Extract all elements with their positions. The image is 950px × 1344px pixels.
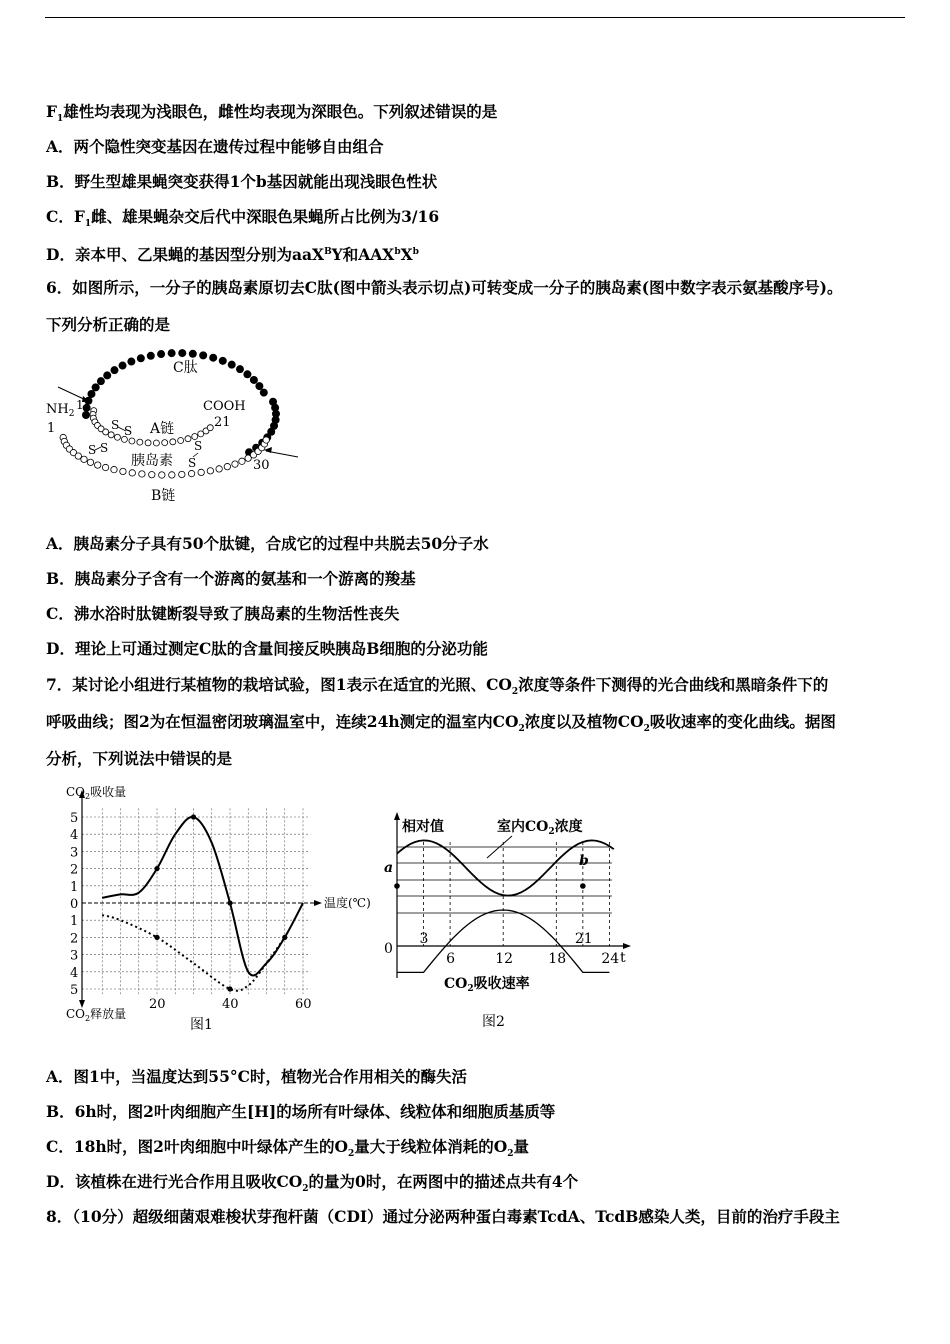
fig2-zero: 0 <box>384 941 393 957</box>
num-30: 30 <box>253 458 270 473</box>
option-7d: D．该植株在进行光合作用且吸收$CO_2$的量为0时，在两图中的描述点共有4个 <box>46 1172 579 1195</box>
fig1-point <box>154 866 159 871</box>
fig1-y-tick: 3 <box>70 948 79 964</box>
b-chain-bead <box>129 470 135 476</box>
fig1-point <box>227 900 232 905</box>
question-7: 7．某讨论小组进行某植物的栽培试验，图1表示在适宜的光照、$CO_2$浓度等条件下测得的光合曲线和黑暗条件下的 <box>46 675 829 698</box>
s-3: S <box>88 443 97 457</box>
a-chain-bead <box>108 432 114 438</box>
c-peptide-label: C肽 <box>173 360 198 376</box>
fig1-ylabel-top: $CO_2$吸收量 <box>66 785 127 801</box>
a-chain-bead <box>137 439 143 445</box>
fig2-ylabel: 相对值 <box>402 819 444 835</box>
option-6b: B．胰岛素分子含有一个游离的氨基和一个游离的羧基 <box>46 569 416 588</box>
a-chain-bead <box>103 429 109 435</box>
c-peptide-bead <box>103 371 111 379</box>
fig1-y-tick: 5 <box>70 983 79 998</box>
c-peptide-bead <box>236 365 244 373</box>
fig1-y-tick: 2 <box>70 862 79 878</box>
fig1-caption: 图1 <box>190 1017 213 1033</box>
fig1-point <box>191 814 196 819</box>
b-chain-bead <box>81 456 87 462</box>
b-chain-bead <box>198 469 204 475</box>
insulin-diagram <box>40 343 310 513</box>
b-chain-bead <box>149 471 155 477</box>
c-peptide-bead <box>110 366 118 374</box>
fig2-caption: 图2 <box>482 1014 505 1030</box>
point-a-label: a <box>384 860 394 876</box>
c-peptide-bead <box>119 362 127 370</box>
a-chain-bead <box>145 440 151 446</box>
option-a: A．两个隐性突变基因在遗传过程中能够自由组合 <box>46 137 384 156</box>
option-b: B．野生型雄果蝇突变获得1个b基因就能出现浅眼色性状 <box>46 172 438 191</box>
option-6a: A．胰岛素分子具有50个肽键，合成它的过程中共脱去50分子水 <box>46 534 489 553</box>
fig2-x-tick: 21 <box>574 931 593 947</box>
header-rule <box>45 17 905 18</box>
b-chain-bead <box>188 470 194 476</box>
c-peptide-bead <box>92 383 100 391</box>
fig2-y-arrow <box>394 812 400 820</box>
fig2-point-b <box>580 883 586 889</box>
fig2-x-tick: 6 <box>446 951 456 967</box>
insulin-label: 胰岛素 <box>131 453 173 469</box>
cooh-label: COOH <box>203 399 246 414</box>
s-6: S <box>188 456 197 470</box>
fig2-x-tick: 3 <box>419 931 429 947</box>
fig1-x-tick: 20 <box>149 997 166 1012</box>
nh2-label: $NH_2$ <box>46 402 75 419</box>
figure-1-chart <box>60 782 380 1037</box>
fig2-co2-label: 室内$CO_2$浓度 <box>497 819 583 837</box>
figure-2-chart <box>380 808 640 1033</box>
fig1-point <box>282 935 287 940</box>
fig1-x-tick: 40 <box>222 997 239 1012</box>
fig2-x-tick: 24 <box>601 951 620 967</box>
point-b-label: b <box>579 853 589 869</box>
fig1-x-arrow <box>314 900 322 906</box>
option-7a: A．图1中，当温度达到55°C时，植物光合作用相关的酶失活 <box>46 1067 467 1086</box>
b-chain-label: B链 <box>151 488 176 504</box>
question-6: 6．如图所示，一分子的胰岛素原切去C肽(图中箭头表示切点)可转变成一分子的胰岛素(图中数字表示氨基酸序号)。 <box>46 278 843 297</box>
a-chain-bead <box>207 425 213 431</box>
fig1-y-tick: 3 <box>70 845 79 861</box>
c-peptide-bead <box>137 354 145 362</box>
c-peptide-bead <box>83 404 91 412</box>
b-chain-bead <box>75 453 81 459</box>
fig2-x-tick: 18 <box>548 951 567 967</box>
num-21: 21 <box>214 415 231 430</box>
c-peptide-bead <box>168 349 176 357</box>
fig1-y-tick: 5 <box>70 811 79 826</box>
b-chain-bead <box>159 472 165 478</box>
option-6c: C．沸水浴时肽键断裂导致了胰岛素的生物活性丧失 <box>46 604 400 623</box>
fig1-x-tick: 60 <box>295 997 312 1012</box>
c-peptide-bead <box>87 390 95 398</box>
fig1-y-tick: 1 <box>70 914 79 930</box>
a-chain-label: A链 <box>150 421 175 437</box>
fig1-grid <box>82 808 310 994</box>
c-peptide-bead <box>199 351 207 359</box>
c-peptide-bead <box>127 358 135 366</box>
question-8: 8．（10分）超级细菌艰难梭状芽孢杆菌（CDI）通过分泌两种蛋白毒素TcdA、TcdB感染人类，目前的治疗手段主 <box>46 1207 840 1226</box>
fig1-y-tick: 1 <box>70 879 79 895</box>
option-6d: D．理论上可通过测定C肽的含量间接反映胰岛B细胞的分泌功能 <box>46 639 488 658</box>
s-1: S <box>111 418 120 432</box>
b-chain-bead <box>239 458 245 464</box>
c-peptide-bead <box>97 377 105 385</box>
c-peptide-bead <box>228 361 236 369</box>
question-7-line3: 分析，下列说法中错误的是 <box>46 749 233 768</box>
b-chain-bead <box>232 461 238 467</box>
a-chain-bead <box>170 439 176 445</box>
c-peptide-bead <box>157 350 165 358</box>
fig1-point <box>154 935 159 940</box>
option-7b: B．6h时，图2叶肉细胞产生[H]的场所有叶绿体、线粒体和细胞质基质等 <box>46 1102 556 1121</box>
fig1-y-tick: 2 <box>70 931 79 947</box>
option-c: C．$F_1$雌、雄果蝇杂交后代中深眼色果蝇所占比例为3/16 <box>46 207 440 230</box>
fig1-photosynthesis-curve <box>102 817 303 976</box>
c-peptide-bead <box>147 352 155 360</box>
b-chain-bead <box>102 464 108 470</box>
s-2: S <box>124 424 133 438</box>
b-chain-bead <box>111 466 117 472</box>
question-6-cont: 下列分析正确的是 <box>46 315 171 334</box>
a-chain-bead <box>114 434 120 440</box>
a-chain-bead <box>162 440 168 446</box>
b-chain-bead <box>169 472 175 478</box>
option-7c: C．18h时，图2叶肉细胞中叶绿体产生的$O_2$量大于线粒体消耗的$O_2$量 <box>46 1137 530 1160</box>
c-peptide-bead <box>189 350 197 358</box>
fig1-point <box>227 986 232 991</box>
fig1-y-tick: 4 <box>70 965 79 981</box>
text-line: $F_1$雄性均表现为浅眼色，雌性均表现为深眼色。下列叙述错误的是 <box>46 102 498 125</box>
b-chain-bead <box>87 459 93 465</box>
fig1-xlabel: 温度(℃) <box>324 896 371 910</box>
b-chain-bead <box>224 463 230 469</box>
c-peptide-bead <box>82 411 90 419</box>
fig2-point-a <box>394 883 400 889</box>
c-peptide-bead <box>209 354 217 362</box>
a-chain-bead <box>153 440 159 446</box>
question-7-line2: 呼吸曲线；图2为在恒温密闭玻璃温室中，连续24h测定的温室内$CO_2$浓度以及植物$CO_2$吸收速率的变化曲线。据图 <box>46 712 836 735</box>
c-peptide-bead <box>255 382 263 390</box>
b-chain-bead <box>95 462 101 468</box>
fig2-x-arrow <box>623 943 631 949</box>
c-peptide-bead <box>243 370 251 378</box>
a-chain-bead <box>185 436 191 442</box>
fig1-y-tick: 0 <box>70 897 79 912</box>
s-5: S <box>194 439 203 453</box>
fig2-t-label: t <box>620 950 626 966</box>
fig1-ylabel-bottom: $CO_2$释放量 <box>66 1007 127 1023</box>
num-1-a: 1 <box>76 398 84 412</box>
a-chain-bead <box>129 438 135 444</box>
b-chain-bead <box>120 468 126 474</box>
b-chain-bead <box>139 471 145 477</box>
b-chain-bead <box>263 437 269 443</box>
c-peptide-bead <box>250 376 258 384</box>
c-peptide-bead <box>178 349 186 357</box>
num-1-b: 1 <box>47 421 56 436</box>
c-peptide-bead <box>260 389 268 397</box>
b-chain-bead <box>216 466 222 472</box>
fig2-x-tick: 12 <box>495 951 514 967</box>
c-peptide-bead <box>219 357 227 365</box>
b-chain-bead <box>179 471 185 477</box>
a-chain-bead <box>178 437 184 443</box>
b-chain-bead <box>207 468 213 474</box>
option-d: D．亲本甲、乙果蝇的基因型分别为aaX$^B$Y和$AAX^bX^b$ <box>46 245 419 265</box>
fig1-y-tick: 4 <box>70 828 79 844</box>
s-4: S <box>100 441 109 455</box>
fig2-rate-label: $CO_2$吸收速率 <box>444 976 530 994</box>
